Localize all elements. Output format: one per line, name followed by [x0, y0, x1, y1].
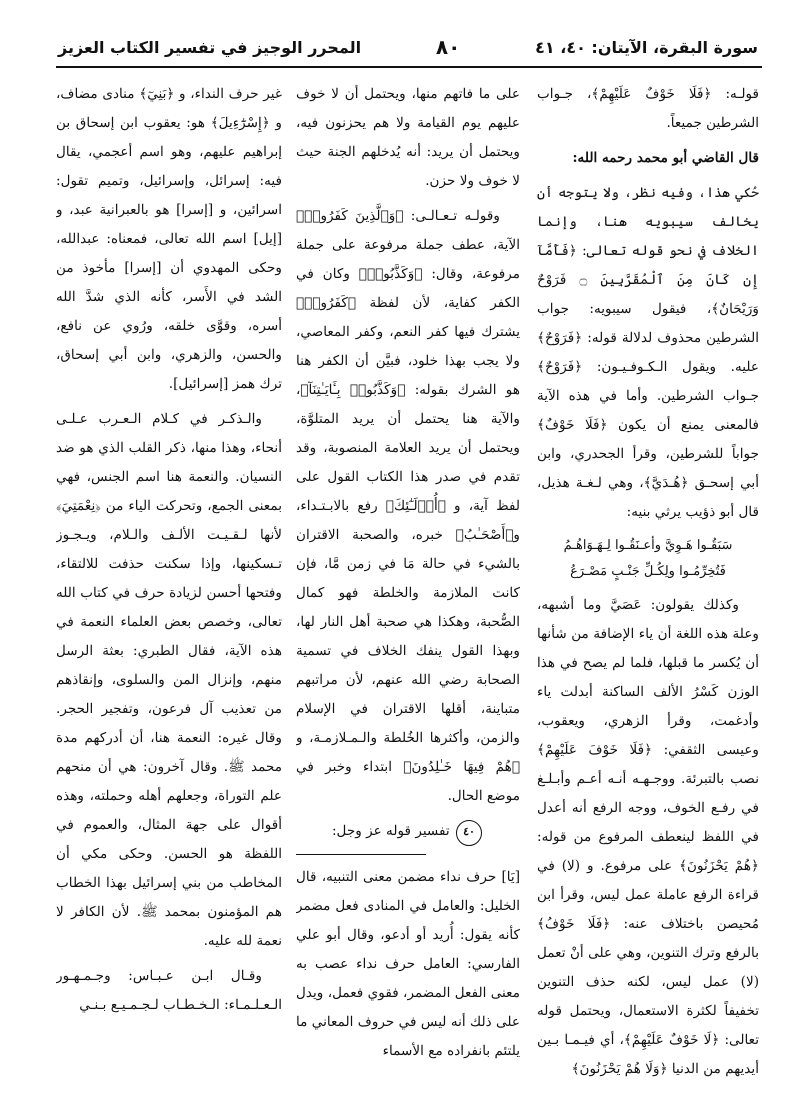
- paragraph: حُكي هذا، وفيه نظر، ولا يتوجه أن يخالف سيبويه هنا، وإنما الخلاف في نحو قوله تعالى: ﴿فَأَمَّآ إِن كَانَ مِنَ ٱلْمُقَرَّبِينَ ۝ فَرَوْحٌ وَرَيْحَانٌ﴾، فيقول سيبويه: جواب الشرطين محذوف لدلالة قوله: ﴿فَرَوْحٌ﴾ عليه. ويقول الـكـوفـيـون: ﴿فَرَوْحٌ﴾ جـواب الشرطين. وأما في هذه الآية فالمعنى يمنع أن يكون ﴿فَلَا خَوْفٌ﴾ جواباً للشرطين، وقرأ الجحدري، وابن أبي إسحـق ﴿هُـدَيَّ﴾، وهي لـغـة هذيل، قال أبو ذؤيب يرثي بنيه:: [537, 185, 759, 520]
- column-left: [56, 80, 282, 1090]
- paragraph: وكذلك يقولون: عَصَيَّ وما أشبهه، وعلة هذه اللغة أن ياء الإضافة من شأنها أن يُكسر ما قبلها، فلما لم يصح في هذا الوزن كَسْرُ الألف الساكنة أبدلت ياء وأدغمت، وقرأ الزهري، ويعقوب، وعيسى الثقفي: ﴿فَلَا خَوْفَ عَلَيْهِمْ﴾ نصب بالتبرئة. ووجـهـه أنـه أعـم وأبـلـغ في رفـع الخوف، ووجه الرفع أنه أعدل في اللفظ لينعطف المرفوع من قوله: ﴿هُمْ يَحْزَنُونَ﴾ على مرفوع. و (لا) في قراءة الرفع عاملة عمل ليس، وقرأ ابن مُحيصن باختلاف عنه: ﴿فَلَا خَوْفُ﴾ بالرفع وترك التنوين، وهي على أنْ تعمل (لا) عمل ليس، لكنه حذف التنوين تخفيفاً لكثرة الاستعمال، ويحتمل قوله تعالى: ﴿لَا خَوْفٌ عَلَيْهِمْ﴾، أي فيـمـا بـين أيديهم من الدنيا ﴿وَلَا هُمْ يَحْزَنُونَ﴾: [537, 597, 759, 1077]
- paragraph: وقـال ابـن عـبـاس: وجـمـهـور الـعـلـمـاء: الـخـطـاب لـجـمـيـع بـنـي: [56, 968, 282, 1013]
- paragraph: والـذكـر في كـلام الـعـرب عـلـى أنحاء، وهذا منها، ذكر القلب الذي هو ضد النسيان. والنعمة هنا اسم الجنس، فهي بمعنى الجمع، وتحركت الياء من ﴿نِعْمَتِيَ﴾ لأنها لـقـيـت الألـف والـلام، ويـجـوز تـسكينها، وإذا سكنت حذفت للالتقاء، وفتحها أحسن لزيادة حرف في كتاب الله تعالى، وخصص بعض العلماء النعمة في هذه الآية، فقال الطبري: بعثة الرسل منهم، وإنزال المن والسلوى، وإنقاذهم من تعذيب آل فرعون، وتفجير الحجر. وقال غيره: النعمة هنا، أن أدركهم مدة محمد ﷺ. وقال آخرون: هي أن منحهم علم التوراة، وجعلهم أهله وحملته، وهذه أقوال على جهة المثال، والعموم في اللفظة هو الحسن. وحكى مكي أن المخاطب من بني إسرائيل بهذا الخطاب هم المؤمنون بمحمد ﷺ. لأن الكافر لا نعمة لله عليه.: [56, 411, 282, 949]
- paragraph: قولـه: ﴿فَلَا خَوْفٌ عَلَيْهِمْ﴾، جـواب الشرطين جميعاً.: [537, 86, 759, 131]
- section-divider: [296, 854, 426, 855]
- ayah-number-badge: ٤٠: [456, 820, 482, 846]
- paragraph: على ما فاتهم منها، ويحتمل أن لا خوف عليهم يوم القيامة ولا هم يحزنون فيه، ويحتمل أن يريد: أنه يُدخلهم الجنة حيث لا خوف ولا حزن.: [296, 86, 520, 189]
- paragraph: وقولـه تـعـالـى: ﴿وَٱلَّذِينَ كَفَرُوا۟﴾ الآية، عطف جملة مرفوعة على جملة مرفوعة، وقال: ﴿وَكَذَّبُوا۟﴾ وكان في الكفر كفاية، لأن لفظة ﴿كَفَرُوا۟﴾ يشترك فيها كفر النعم، وكفر المعاصي، ولا يجب بهذا خلود، فبيَّن أن الكفر هنا هو الشرك بقوله: ﴿وَكَذَّبُوا۟ بِـَٔايَـٰتِنَآ﴾، والآية هنا يحتمل أن يريد المتلوَّة، ويحتمل أن يريد العلامة المنصوبة، وقد تقدم في صدر هذا الكتاب القول على لفظ آية، و ﴿أُو۟لَـٰٓئِكَ﴾ رفع بالابـتـداء، و﴿أَصْحَـٰبُ﴾ خبره، والصحبة الاقتران بالشيء في حالة مَا في زمن مَّا، فإن كانت الملازمة والخلطة فهو كمال الصُّحبة، وهكذا هي صحبة أهل النار لها، وبهذا القول ينفك الخلاف في تسمية الصحابة رضي الله عنهم، لأن مراتبهم متباينة، أقلها الاقتران في الإسلام والزمن، وأكثرها الخُلطة والـمـلازمـة، و ﴿هُمْ فِيهَا خَـٰلِدُونَ﴾ ابتداء وخبر في موضع الحال.: [296, 208, 520, 804]
- page-number: ٨٠: [435, 35, 461, 59]
- author-attribution: قال القاضي أبو محمد رحمه الله:: [572, 150, 759, 166]
- column-middle: [296, 80, 520, 1090]
- column-right: [537, 80, 759, 1090]
- header-rule: [56, 66, 762, 68]
- paragraph: غير حرف النداء، و ﴿بَنِيٓ﴾ منادى مضاف، و ﴿إِسْرَٰٓءِيلَ﴾ هو: يعقوب ابن إسحاق بن إبراهيم عليهم، وهو اسم أعجمي، يقال فيه: إسرائل، وإسرائيل، وتميم تقول: اسرائين، و [إسرا] هو بالعبرانية عبد، و [إيل] اسم الله تعالى، فمعناه: عبدالله، وحكى المهدوي أن [إسرا] مأخوذ من الشد في الأَسر، كأنه الذي شدَّ الله أسره، وقوَّى خلقه، ورُوي عن نافع، والحسن، والزهري، وابن أبي إسحاق، ترك همز [إسرائيل].: [56, 86, 282, 392]
- surah-title: سورة البقرة، الآيتان: ٤٠، ٤١: [535, 37, 758, 57]
- paragraph: [يَا] حرف نداء مضمن معنى التنبيه، قال الخليل: والعامل في المنادى فعل مضمر كأنه يقول: أُريد أو أدعو، وقال أبو علي الفارسي: العامل حرف نداء عصب به معنى الفعل المضمر، فقوي فعمل، ويدل على ذلك أنه ليس في حروف المعاني ما يلتئم بانفراده مع الأسماء: [296, 869, 520, 1059]
- page-header: [58, 30, 758, 64]
- book-title: المحرر الوجيز في تفسير الكتاب العزيز: [58, 37, 362, 57]
- poetry-verse-line-2: فَتُخِرِّمُـوا ولِكُـلِّ جَنْـبٍ مَصْـرَعُ: [570, 564, 726, 579]
- ayah-heading-text: تفسير قوله عز وجل:: [331, 823, 450, 839]
- poetry-verse-line-1: سَبَقُـوا هَـوِيَّ وأعـنَقُـوا لِـهَـوَاهُـمُ: [563, 538, 733, 553]
- ayah-heading: [296, 817, 520, 846]
